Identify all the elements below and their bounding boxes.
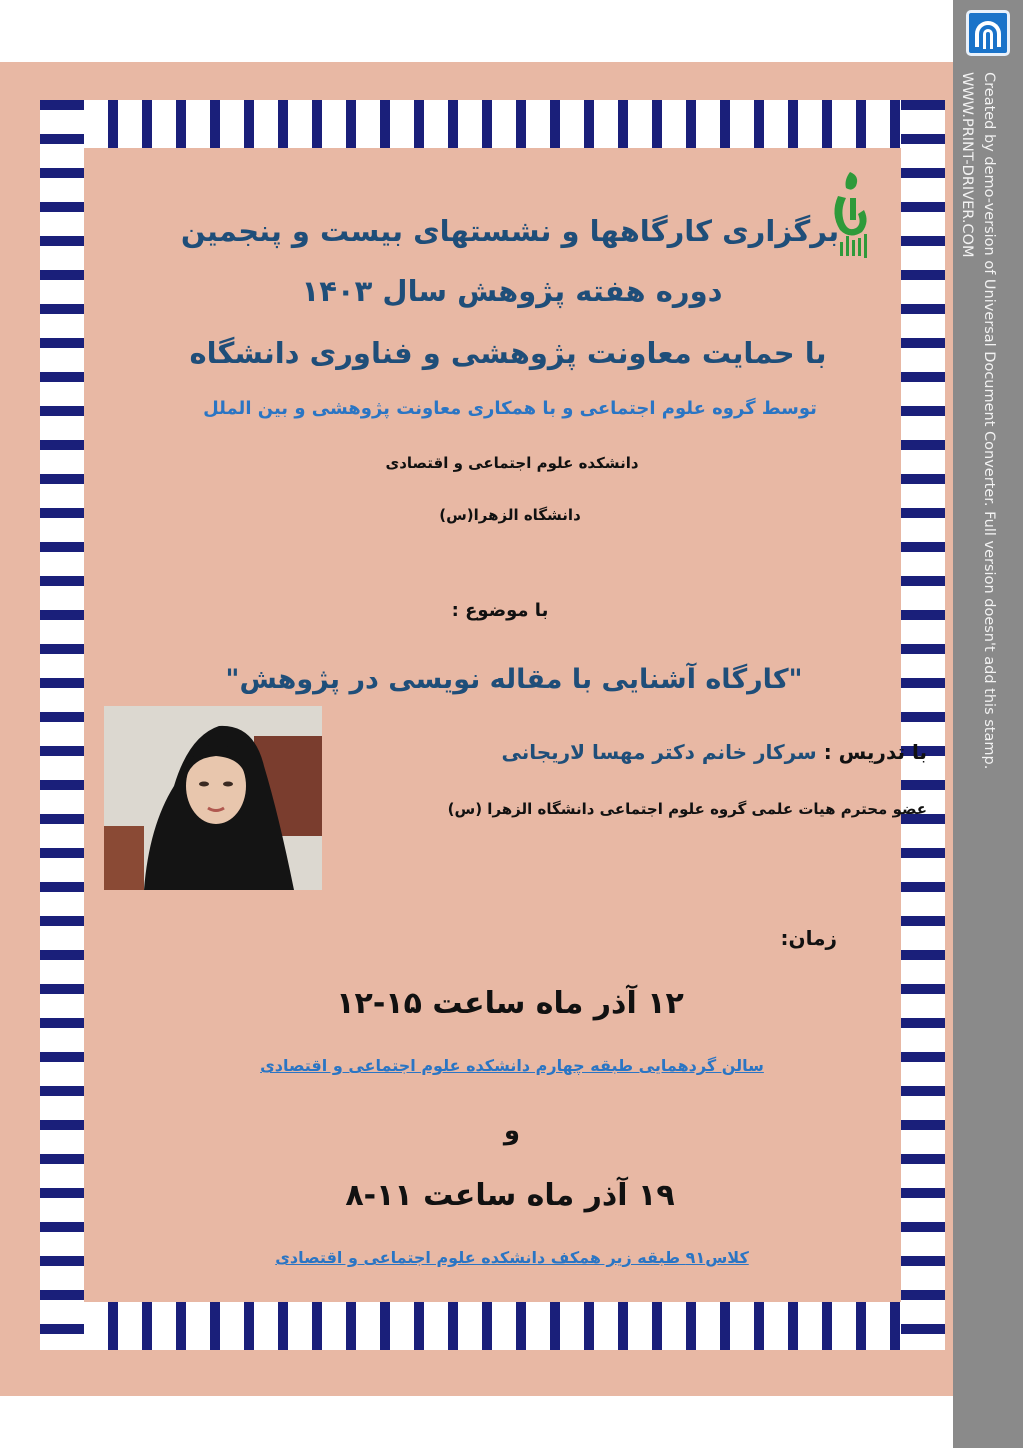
instructor-name: سرکار خانم دکتر مهسا لاریجانی (501, 740, 817, 764)
border-left (40, 100, 84, 1350)
instructor-line (501, 740, 927, 764)
stamp-line-1: Created by demo-version of Universal Document Converter. Full version doesn't add this stamp. (981, 72, 997, 770)
border-bottom (40, 1302, 945, 1350)
schedule-label: زمان: (780, 926, 837, 950)
session-1-venue: سالن گردهمایی طبقه چهارم دانشکده علوم اجتماعی و اقتصادی (260, 1056, 764, 1075)
header-line-2: دوره هفته پژوهش سال ۱۴۰۳ (301, 274, 723, 308)
instructor-label: با تدریس : (823, 740, 927, 764)
stamp-line-2: WWW.PRINT-DRIVER.COM (959, 72, 975, 258)
converter-logo-icon (966, 10, 1010, 56)
university-name: دانشگاه الزهرا(س) (439, 506, 581, 524)
border-top (40, 100, 945, 148)
session-2-venue: کلاس۹۱ طبقه زیر همکف دانشکده علوم اجتماعی و اقتصادی (275, 1248, 749, 1267)
session-1-time: ۱۲ آذر ماه ساعت ۱۵-۱۲ (336, 986, 684, 1021)
border-right (901, 100, 945, 1350)
instructor-photo (104, 706, 322, 890)
converter-stamp-text (956, 72, 1000, 769)
header-line-1: برگزاری کارگاهها و نشستهای بیست و پنجمین (180, 214, 840, 248)
session-2-time: ۱۹ آذر ماه ساعت ۱۱-۸ (345, 1178, 675, 1213)
header-line-3: با حمایت معاونت پژوهشی و فناوری دانشگاه (189, 336, 827, 370)
topic-label: با موضوع : (451, 600, 549, 621)
organizer-line: توسط گروه علوم اجتماعی و با همکاری معاونت پژوهشی و بین الملل (203, 398, 817, 419)
faculty-name: دانشکده علوم اجتماعی و اقتصادی (385, 454, 639, 472)
conjunction-and: و (503, 1116, 521, 1146)
workshop-title: "کارگاه آشنایی با مقاله نویسی در پژوهش" (225, 664, 803, 695)
instructor-position: عضو محترم هیات علمی گروه علوم اجتماعی دانشگاه الزهرا (س) (447, 800, 927, 818)
